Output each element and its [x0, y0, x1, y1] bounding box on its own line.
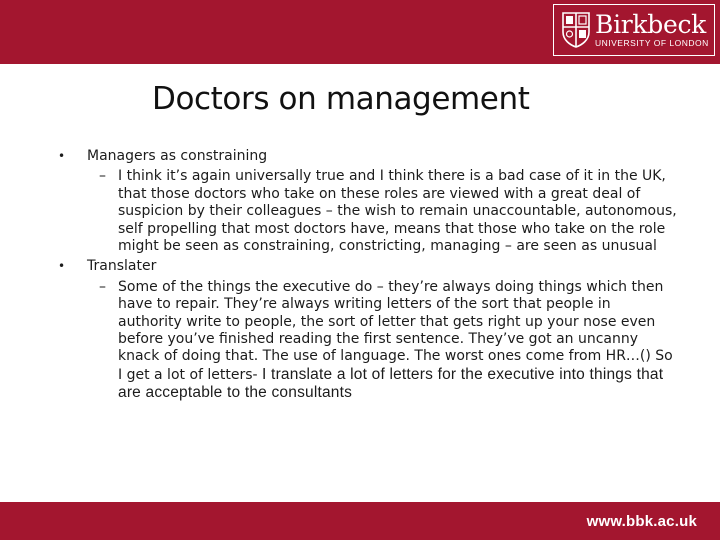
bullet-text: Translater [87, 258, 157, 275]
sub-bullet-dash: – [99, 278, 106, 295]
bullet-dot: • [58, 259, 66, 274]
sub-bullet-item [58, 279, 678, 403]
header-bar [0, 0, 720, 64]
sub-bullet-text: Some of the things the executive do – they’re always doing things which then have to repair. They’re always writing letters of the sort that people in authority write to people, the sort of letter that gets right up your nose even before you’ve finished reading the first sentence. They’ve got an uncanny knack of doing that. The use of language. The worst ones come from HR…() So I get a lot of letters- [118, 278, 673, 383]
bullet-item [58, 148, 678, 165]
sub-bullet-dash: – [99, 168, 106, 185]
bullet-item [58, 258, 678, 275]
sub-bullet-highlight: I translate a lot of letters for the executive into things that are acceptable to the consultants [118, 365, 664, 402]
footer-bar [0, 502, 720, 540]
bullet-dot: • [58, 149, 66, 163]
website-link[interactable]: www.bbk.ac.uk [586, 513, 697, 530]
sub-bullet-item [58, 168, 678, 255]
slide-title: Doctors on management [152, 81, 530, 117]
crest-icon [562, 12, 590, 48]
sub-bullet-text: I think it’s again universally true and I think there is a bad case of it in the UK, that those doctors who take on these roles are viewed with a great deal of suspicion by their colleagues – the wish to remain unaccountable, autonomous, self propelling that most doctors have, means that those who take on the role might be seen as constraining, constricting, managing – are seen as unusual [118, 168, 677, 255]
slide-content [58, 148, 678, 406]
logo-name: Birkbeck [595, 9, 707, 39]
logo-subtitle: UNIVERSITY OF LONDON [595, 37, 709, 48]
bullet-text: Managers as constraining [87, 148, 268, 164]
birkbeck-logo[interactable] [553, 4, 715, 56]
